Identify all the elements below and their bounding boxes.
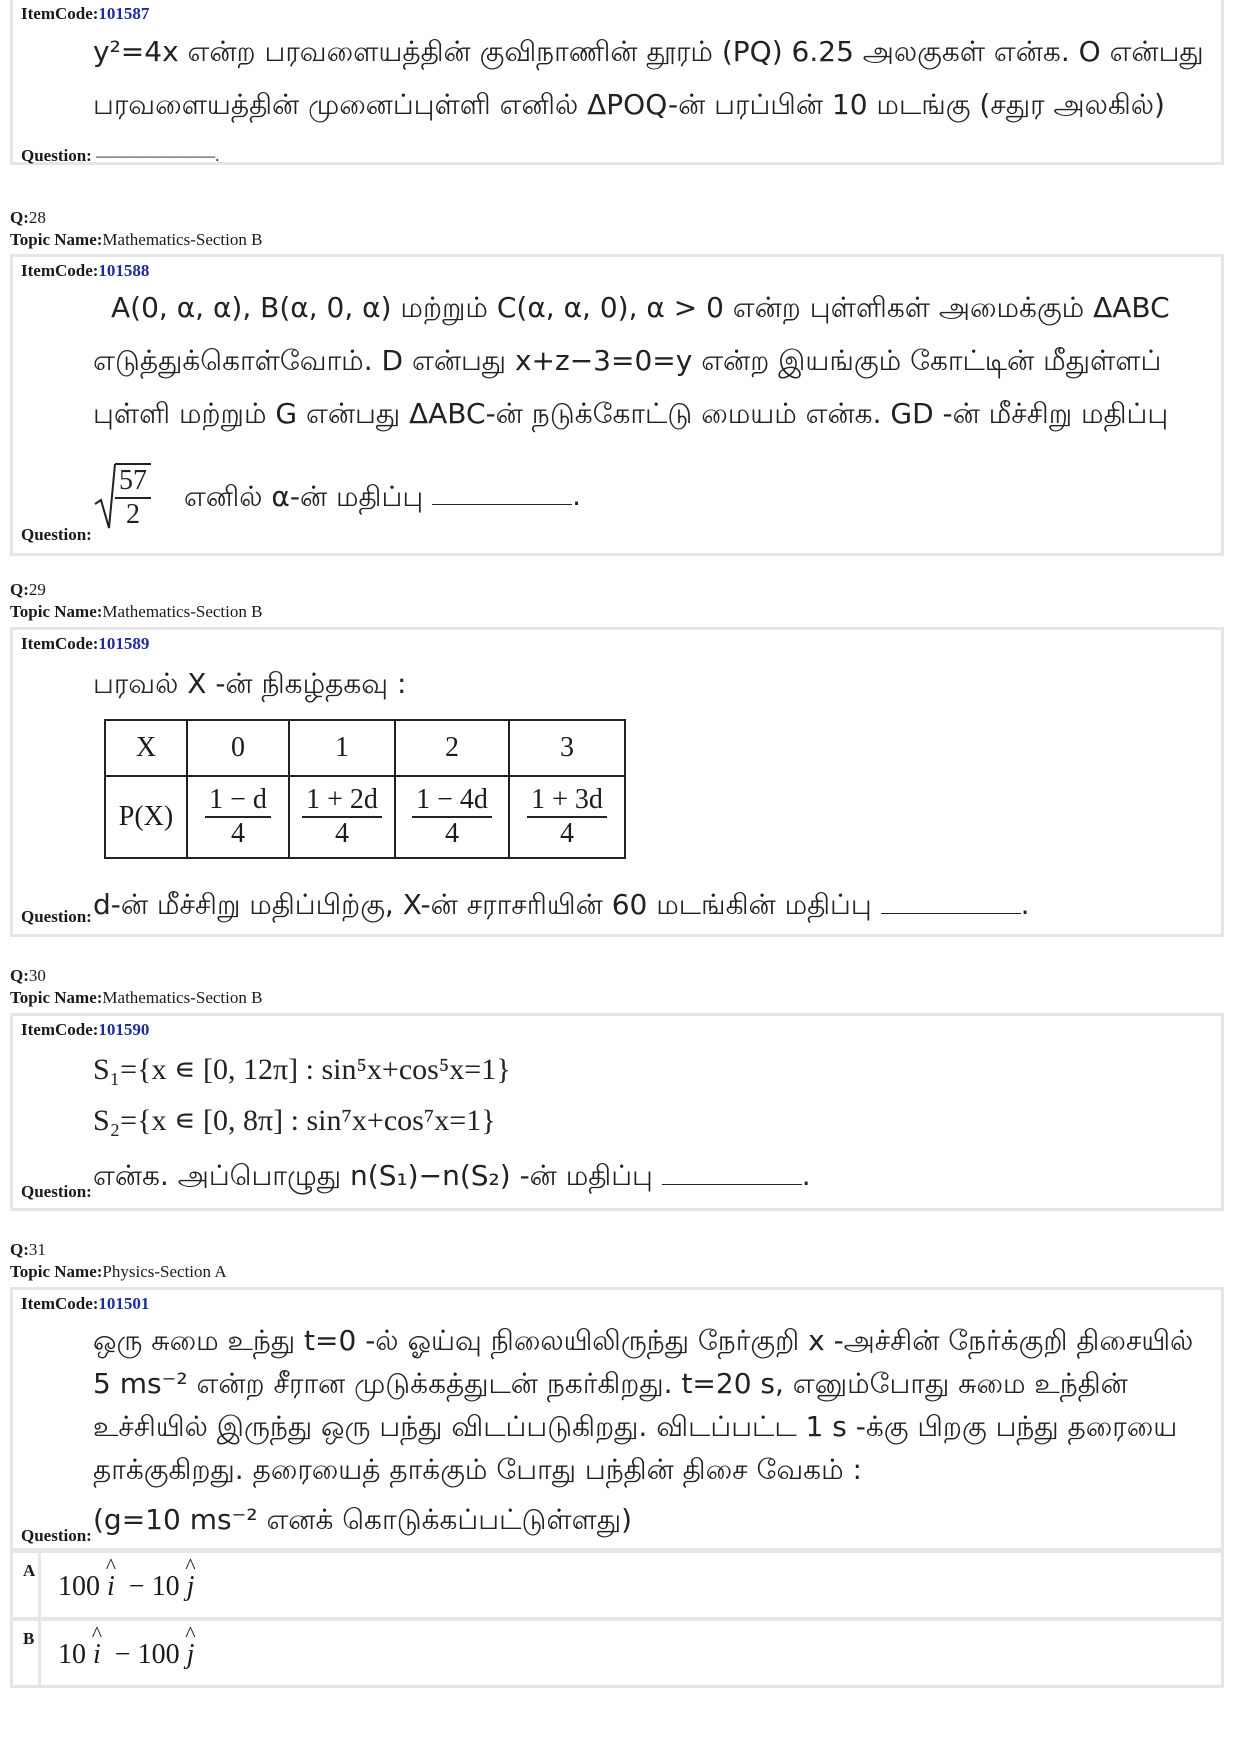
question-label: Question: [21,1526,92,1545]
topic-name: Topic Name:Physics-Section A [10,1262,227,1281]
question-number: Q:31 [10,1240,46,1259]
question-text-line: ஒரு சுமை உந்து t=0 -ல் ஓய்வு நிலையிலிருந்து நேர்குறி x -அச்சின் நேர்க்குறி திசையில் [93,1324,1194,1357]
table-cell: P(X) [105,776,187,858]
table-cell: $\frac{1 - 4d}{4}$ [395,776,509,858]
option-b[interactable] [10,1618,1224,1688]
topic-name: Topic Name:Mathematics-Section B [10,988,263,1007]
question-text-line: S₂={x ∊ [0, 8π] : sin⁷x+cos⁷x=1} [93,1104,496,1137]
question-text-line: தாக்குகிறது. தரையைத் தாக்கும் போது பந்தின் திசை வேகம் : [93,1453,862,1486]
question-text-line: எடுத்துக்கொள்வோம். D என்பது x+z−3=0=y என்ற இயங்கும் கோட்டின் மீதுள்ளப் [93,344,1162,377]
question-label: Question: [21,525,92,544]
question-text-line: உச்சியில் இருந்து ஒரு பந்து விடப்படுகிறது. விடப்பட்ட 1 s -க்கு பிறகு பந்து தரையை [93,1410,1178,1443]
topic-name: Topic Name:Mathematics-Section B [10,602,263,621]
question-text-line: (g=10 ms⁻² எனக் கொடுக்கப்பட்டுள்ளது) [93,1503,633,1536]
table-cell: $\frac{1 - d}{4}$ [187,776,289,858]
question-label: Question: ———————. [21,146,220,165]
question-text-line: பரவல் X -ன் நிகழ்தகவு : [93,667,407,700]
itemcode: ItemCode:101590 [21,1020,150,1039]
option-text: 100 ^ i − 10 ^ j [58,1571,194,1603]
question-text-line: என்க. அப்பொழுது n(S₁)−n(S₂) -ன் மதிப்பு . [93,1159,811,1192]
table-cell: 3 [509,720,625,776]
sqrt-sign-icon [93,462,117,532]
itemcode: ItemCode:101587 [21,4,150,23]
table-cell: $\frac{1 + 3d}{4}$ [509,776,625,858]
question-text-line: பரவளையத்தின் முனைப்புள்ளி எனில் ΔPOQ-ன் பரப்பின் 10 மடங்கு (சதுர அலகில்) [93,88,1165,121]
question-text-line: y²=4x என்ற பரவளையத்தின் குவிநாணின் தூரம் (PQ) 6.25 அலகுகள் என்க. O என்பது [93,35,1204,68]
question-card-28 [10,254,1224,556]
question-card-27 [10,0,1224,165]
question-card-30 [10,1013,1224,1211]
question-text-line: புள்ளி மற்றும் G என்பது ΔABC-ன் நடுக்கோட்டு மையம் என்க. GD -ன் மீச்சிறு மதிப்பு [93,397,1169,430]
question-label: Question: [21,907,92,926]
table-cell: 2 [395,720,509,776]
itemcode: ItemCode:101588 [21,261,150,280]
option-text: 10 ^ i − 100 ^ j [58,1639,194,1671]
question-label: Question: [21,1182,92,1201]
table-cell: 1 [289,720,395,776]
answer-blank [662,1182,802,1185]
answer-blank [432,502,572,505]
option-a[interactable] [10,1550,1224,1620]
question-text-line: d-ன் மீச்சிறு மதிப்பிற்கு, X-ன் சராசரியின் 60 மடங்கின் மதிப்பு . [93,888,1030,921]
sqrt-fraction: $\frac{57}{2}$ [93,462,151,532]
topic-name: Topic Name:Mathematics-Section B [10,230,263,249]
question-text-line: S₁={x ∊ [0, 12π] : sin⁵x+cos⁵x=1} [93,1053,511,1086]
answer-blank [881,911,1021,914]
probability-table [104,719,626,859]
question-card-31 [10,1287,1224,1551]
option-letter: A [13,1553,41,1617]
table-cell: 0 [187,720,289,776]
table-cell: $\frac{1 + 2d}{4}$ [289,776,395,858]
question-number: Q:29 [10,580,46,599]
question-text-line: $\frac{57}{2}$ எனில் α-ன் மதிப்பு . [93,462,581,532]
option-letter: B [13,1621,41,1685]
itemcode: ItemCode:101589 [21,634,150,653]
question-number: Q:28 [10,208,46,227]
itemcode: ItemCode:101501 [21,1294,150,1313]
question-card-29 [10,627,1224,937]
question-text-line: 5 ms⁻² என்ற சீரான முடுக்கத்துடன் நகர்கிறது. t=20 s, எனும்போது சுமை உந்தின் [93,1367,1128,1400]
question-text-line: A(0, α, α), B(α, 0, α) மற்றும் C(α, α, 0), α > 0 என்ற புள்ளிகள் அமைக்கும் ΔABC [111,291,1170,324]
question-number: Q:30 [10,966,46,985]
table-cell: X [105,720,187,776]
